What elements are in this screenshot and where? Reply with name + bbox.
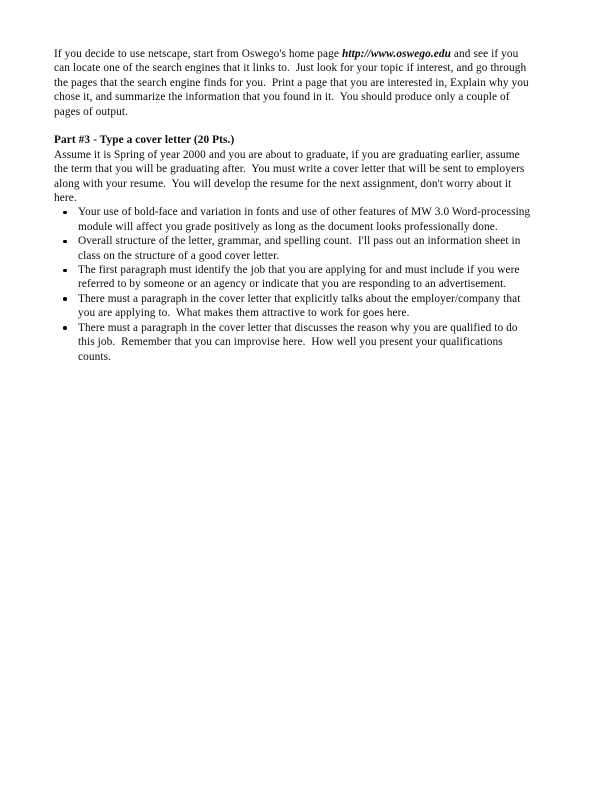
list-item [54,234,558,263]
text-line: referred to by someone or an agency or indicate that you are responding to an advertisement. [78,278,507,291]
text-line: Overall structure of the letter, grammar, and spelling count. I'll pass out an information sheet in [78,235,521,248]
text-line: pages of output. [54,105,129,118]
text-line: module will affect you grade positively as long as the document looks professionally done. [78,220,498,233]
text-line: here. [54,192,77,205]
text-line: Assume it is Spring of year 2000 and you are about to graduate, if you are graduating earlier, assume [54,148,520,161]
text-line: class on the structure of a good cover letter. [78,249,280,262]
document-content [54,47,558,364]
list-item [54,205,558,234]
text-line: you are applying to. What makes them attractive to work for goes here. [78,307,410,320]
oswego-url: http://www.oswego.edu [341,48,451,60]
bullet-icon [63,211,67,215]
bullet-icon [63,326,67,330]
text-line: The first paragraph must identify the job that you are applying for and must include if you were [78,264,520,277]
text-line: the pages that the search engine finds for you. Print a page that you are interested in, Explain why you [54,76,529,89]
list-item [54,321,558,364]
text-line: the term that you will be graduating after. You must write a cover letter that will be sent to employers [54,163,525,176]
bullet-icon [63,297,67,301]
section-heading: Part #3 - Type a cover letter (20 Pts.) [54,134,235,147]
text-line: counts. [78,350,112,363]
bullet-icon [63,269,67,273]
bullet-icon [63,240,67,244]
text-line: There must a paragraph in the cover letter that discusses the reason why you are qualified to do [78,321,518,334]
text-segment: If you decide to use netscape, start from Oswego's home page [54,48,342,60]
text-line: along with your resume. You will develop the resume for the next assignment, don't worry about it [54,177,512,190]
assignment-intro-paragraph [54,148,558,206]
text-line: chose it, and summarize the information that you found in it. You should produce only a couple of [54,91,510,104]
requirements-list [54,205,558,363]
list-item [54,263,558,292]
intro-paragraph [54,47,558,119]
text-line: can locate one of the search engines that it links to. Just look for your topic if interest, and go through [54,62,527,75]
text-segment: and see if you [451,48,519,60]
text-line: this job. Remember that you can improvise here. How well you present your qualifications [78,336,503,349]
text-line: Your use of bold-face and variation in fonts and use of other features of MW 3.0 Word-processing [78,206,531,219]
text-line: There must a paragraph in the cover letter that explicitly talks about the employer/company that [78,292,521,305]
text-line [54,47,558,61]
list-item [54,292,558,321]
